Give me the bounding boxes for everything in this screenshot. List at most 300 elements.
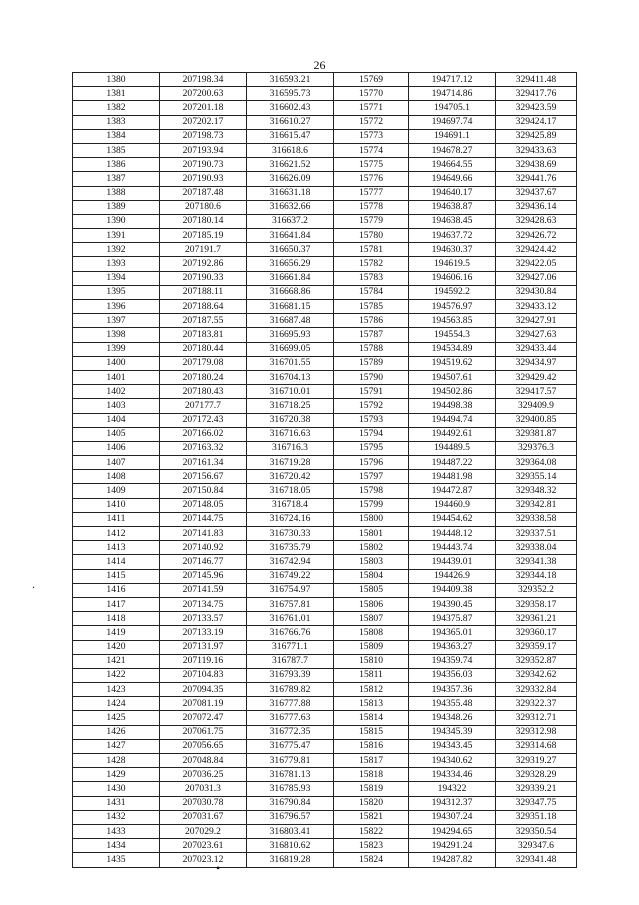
table-row bbox=[73, 583, 577, 597]
x-coordinate-cell: 194340.62 bbox=[409, 754, 496, 768]
x-coordinate-cell: 207183.81 bbox=[160, 328, 247, 342]
x-coordinate-cell: 194375.87 bbox=[409, 612, 496, 626]
point-number-cell: 15801 bbox=[334, 527, 409, 541]
x-coordinate-cell: 207023.12 bbox=[160, 853, 247, 867]
y-coordinate-cell: 316761.01 bbox=[247, 612, 334, 626]
point-number-cell: 15810 bbox=[334, 654, 409, 668]
point-number-cell: 1435 bbox=[73, 853, 160, 867]
x-coordinate-cell: 194426.9 bbox=[409, 569, 496, 583]
x-coordinate-cell: 207190.73 bbox=[160, 158, 247, 172]
y-coordinate-cell: 316720.38 bbox=[247, 413, 334, 427]
point-number-cell: 1413 bbox=[73, 541, 160, 555]
y-coordinate-cell: 329312.71 bbox=[496, 711, 577, 725]
table-row bbox=[73, 399, 577, 413]
point-number-cell: 15794 bbox=[334, 427, 409, 441]
point-number-cell: 15813 bbox=[334, 697, 409, 711]
point-number-cell: 15808 bbox=[334, 626, 409, 640]
y-coordinate-cell: 329417.76 bbox=[496, 87, 577, 101]
point-number-cell: 1394 bbox=[73, 271, 160, 285]
y-coordinate-cell: 329425.89 bbox=[496, 129, 577, 143]
x-coordinate-cell: 194322 bbox=[409, 782, 496, 796]
point-number-cell: 1422 bbox=[73, 668, 160, 682]
x-coordinate-cell: 194697.74 bbox=[409, 115, 496, 129]
table-row bbox=[73, 413, 577, 427]
y-coordinate-cell: 329312.98 bbox=[496, 725, 577, 739]
x-coordinate-cell: 194460.9 bbox=[409, 498, 496, 512]
x-coordinate-cell: 207141.59 bbox=[160, 583, 247, 597]
page-number: 26 bbox=[313, 58, 326, 72]
y-coordinate-cell: 329348.32 bbox=[496, 484, 577, 498]
table-row bbox=[73, 654, 577, 668]
point-number-cell: 1428 bbox=[73, 754, 160, 768]
point-number-cell: 15782 bbox=[334, 257, 409, 271]
y-coordinate-cell: 329342.62 bbox=[496, 668, 577, 682]
point-number-cell: 15789 bbox=[334, 356, 409, 370]
x-coordinate-cell: 194678.27 bbox=[409, 143, 496, 157]
y-coordinate-cell: 316785.93 bbox=[247, 782, 334, 796]
x-coordinate-cell: 194492.61 bbox=[409, 427, 496, 441]
table-row bbox=[73, 300, 577, 314]
point-number-cell: 1399 bbox=[73, 342, 160, 356]
y-coordinate-cell: 329328.29 bbox=[496, 768, 577, 782]
x-coordinate-cell: 207156.67 bbox=[160, 470, 247, 484]
y-coordinate-cell: 316718.4 bbox=[247, 498, 334, 512]
y-coordinate-cell: 316766.76 bbox=[247, 626, 334, 640]
point-number-cell: 15820 bbox=[334, 796, 409, 810]
x-coordinate-cell: 207094.35 bbox=[160, 683, 247, 697]
point-number-cell: 15797 bbox=[334, 470, 409, 484]
x-coordinate-cell: 207056.65 bbox=[160, 739, 247, 753]
x-coordinate-cell: 207048.84 bbox=[160, 754, 247, 768]
x-coordinate-cell: 207140.92 bbox=[160, 541, 247, 555]
y-coordinate-cell: 329341.48 bbox=[496, 853, 577, 867]
point-number-cell: 15774 bbox=[334, 143, 409, 157]
x-coordinate-cell: 194507.61 bbox=[409, 370, 496, 384]
y-coordinate-cell: 316789.82 bbox=[247, 683, 334, 697]
y-coordinate-cell: 316772.35 bbox=[247, 725, 334, 739]
y-coordinate-cell: 329342.81 bbox=[496, 498, 577, 512]
x-coordinate-cell: 207030.78 bbox=[160, 796, 247, 810]
y-coordinate-cell: 329344.18 bbox=[496, 569, 577, 583]
y-coordinate-cell: 329437.67 bbox=[496, 186, 577, 200]
table-row bbox=[73, 186, 577, 200]
point-number-cell: 1387 bbox=[73, 172, 160, 186]
table-row bbox=[73, 385, 577, 399]
y-coordinate-cell: 329355.14 bbox=[496, 470, 577, 484]
x-coordinate-cell: 207180.44 bbox=[160, 342, 247, 356]
table-row bbox=[73, 271, 577, 285]
point-number-cell: 15770 bbox=[334, 87, 409, 101]
table-row bbox=[73, 214, 577, 228]
x-coordinate-cell: 194307.24 bbox=[409, 810, 496, 824]
y-coordinate-cell: 316615.47 bbox=[247, 129, 334, 143]
y-coordinate-cell: 316742.94 bbox=[247, 555, 334, 569]
y-coordinate-cell: 316621.52 bbox=[247, 158, 334, 172]
x-coordinate-cell: 194487.22 bbox=[409, 456, 496, 470]
table-row bbox=[73, 115, 577, 129]
point-number-cell: 1429 bbox=[73, 768, 160, 782]
x-coordinate-cell: 194576.97 bbox=[409, 300, 496, 314]
point-number-cell: 1393 bbox=[73, 257, 160, 271]
x-coordinate-cell: 207179.08 bbox=[160, 356, 247, 370]
point-number-cell: 1403 bbox=[73, 399, 160, 413]
table-row bbox=[73, 73, 577, 87]
point-number-cell: 1406 bbox=[73, 441, 160, 455]
x-coordinate-cell: 194619.5 bbox=[409, 257, 496, 271]
y-coordinate-cell: 316695.93 bbox=[247, 328, 334, 342]
x-coordinate-cell: 194498.38 bbox=[409, 399, 496, 413]
x-coordinate-cell: 194489.5 bbox=[409, 441, 496, 455]
x-coordinate-cell: 194454.62 bbox=[409, 512, 496, 526]
y-coordinate-cell: 316701.55 bbox=[247, 356, 334, 370]
y-coordinate-cell: 316810.62 bbox=[247, 839, 334, 853]
table-row bbox=[73, 427, 577, 441]
point-number-cell: 1401 bbox=[73, 370, 160, 384]
table-row bbox=[73, 810, 577, 824]
y-coordinate-cell: 316720.42 bbox=[247, 470, 334, 484]
y-coordinate-cell: 329427.63 bbox=[496, 328, 577, 342]
table-row bbox=[73, 796, 577, 810]
point-number-cell: 1404 bbox=[73, 413, 160, 427]
x-coordinate-cell: 194363.27 bbox=[409, 640, 496, 654]
y-coordinate-cell: 316710.01 bbox=[247, 385, 334, 399]
x-coordinate-cell: 207172.43 bbox=[160, 413, 247, 427]
x-coordinate-cell: 194365.01 bbox=[409, 626, 496, 640]
x-coordinate-cell: 194630.37 bbox=[409, 243, 496, 257]
table-row bbox=[73, 683, 577, 697]
table-row bbox=[73, 200, 577, 214]
x-coordinate-cell: 207193.94 bbox=[160, 143, 247, 157]
point-number-cell: 1425 bbox=[73, 711, 160, 725]
point-number-cell: 1400 bbox=[73, 356, 160, 370]
y-coordinate-cell: 316771.1 bbox=[247, 640, 334, 654]
y-coordinate-cell: 316777.88 bbox=[247, 697, 334, 711]
x-coordinate-cell: 194502.86 bbox=[409, 385, 496, 399]
point-number-cell: 1424 bbox=[73, 697, 160, 711]
table-row bbox=[73, 739, 577, 753]
point-number-cell: 15802 bbox=[334, 541, 409, 555]
y-coordinate-cell: 329433.63 bbox=[496, 143, 577, 157]
y-coordinate-cell: 316781.13 bbox=[247, 768, 334, 782]
table-row bbox=[73, 626, 577, 640]
y-coordinate-cell: 316718.25 bbox=[247, 399, 334, 413]
y-coordinate-cell: 329359.17 bbox=[496, 640, 577, 654]
point-number-cell: 1382 bbox=[73, 101, 160, 115]
table-row bbox=[73, 668, 577, 682]
point-number-cell: 1426 bbox=[73, 725, 160, 739]
point-number-cell: 1391 bbox=[73, 229, 160, 243]
x-coordinate-cell: 207187.55 bbox=[160, 314, 247, 328]
y-coordinate-cell: 329332.84 bbox=[496, 683, 577, 697]
x-coordinate-cell: 194409.38 bbox=[409, 583, 496, 597]
table-row bbox=[73, 824, 577, 838]
y-coordinate-cell: 329319.27 bbox=[496, 754, 577, 768]
y-coordinate-cell: 329347.6 bbox=[496, 839, 577, 853]
y-coordinate-cell: 316610.27 bbox=[247, 115, 334, 129]
y-coordinate-cell: 329423.59 bbox=[496, 101, 577, 115]
x-coordinate-cell: 194343.45 bbox=[409, 739, 496, 753]
y-coordinate-cell: 316735.79 bbox=[247, 541, 334, 555]
x-coordinate-cell: 207134.75 bbox=[160, 597, 247, 611]
x-coordinate-cell: 194563.85 bbox=[409, 314, 496, 328]
point-number-cell: 1395 bbox=[73, 285, 160, 299]
table-row bbox=[73, 711, 577, 725]
table-row bbox=[73, 243, 577, 257]
point-number-cell: 15821 bbox=[334, 810, 409, 824]
point-number-cell: 1420 bbox=[73, 640, 160, 654]
y-coordinate-cell: 329438.69 bbox=[496, 158, 577, 172]
y-coordinate-cell: 316730.33 bbox=[247, 527, 334, 541]
point-number-cell: 1434 bbox=[73, 839, 160, 853]
x-coordinate-cell: 207200.63 bbox=[160, 87, 247, 101]
y-coordinate-cell: 316716.3 bbox=[247, 441, 334, 455]
point-number-cell: 15812 bbox=[334, 683, 409, 697]
x-coordinate-cell: 194356.03 bbox=[409, 668, 496, 682]
x-coordinate-cell: 194334.46 bbox=[409, 768, 496, 782]
y-coordinate-cell: 329433.44 bbox=[496, 342, 577, 356]
point-number-cell: 15793 bbox=[334, 413, 409, 427]
x-coordinate-cell: 194439.01 bbox=[409, 555, 496, 569]
table-row bbox=[73, 612, 577, 626]
table-row bbox=[73, 456, 577, 470]
x-coordinate-cell: 207072.47 bbox=[160, 711, 247, 725]
y-coordinate-cell: 329411.48 bbox=[496, 73, 577, 87]
point-number-cell: 1390 bbox=[73, 214, 160, 228]
point-number-cell: 15786 bbox=[334, 314, 409, 328]
point-number-cell: 15811 bbox=[334, 668, 409, 682]
point-number-cell: 15819 bbox=[334, 782, 409, 796]
x-coordinate-cell: 194312.37 bbox=[409, 796, 496, 810]
point-number-cell: 15771 bbox=[334, 101, 409, 115]
point-number-cell: 1384 bbox=[73, 129, 160, 143]
y-coordinate-cell: 329341.38 bbox=[496, 555, 577, 569]
point-number-cell: 1419 bbox=[73, 626, 160, 640]
y-coordinate-cell: 316803.41 bbox=[247, 824, 334, 838]
point-number-cell: 15818 bbox=[334, 768, 409, 782]
x-coordinate-cell: 194519.62 bbox=[409, 356, 496, 370]
point-number-cell: 1380 bbox=[73, 73, 160, 87]
point-number-cell: 15814 bbox=[334, 711, 409, 725]
point-number-cell: 1389 bbox=[73, 200, 160, 214]
y-coordinate-cell: 316787.7 bbox=[247, 654, 334, 668]
table-row bbox=[73, 356, 577, 370]
point-number-cell: 15803 bbox=[334, 555, 409, 569]
point-number-cell: 1423 bbox=[73, 683, 160, 697]
y-coordinate-cell: 316757.81 bbox=[247, 597, 334, 611]
y-coordinate-cell: 316637.2 bbox=[247, 214, 334, 228]
table-row bbox=[73, 129, 577, 143]
y-coordinate-cell: 329381.87 bbox=[496, 427, 577, 441]
point-number-cell: 1402 bbox=[73, 385, 160, 399]
x-coordinate-cell: 207191.7 bbox=[160, 243, 247, 257]
table-row bbox=[73, 527, 577, 541]
point-number-cell: 1421 bbox=[73, 654, 160, 668]
coordinates-table bbox=[72, 72, 577, 868]
x-coordinate-cell: 207023.61 bbox=[160, 839, 247, 853]
y-coordinate-cell: 329338.58 bbox=[496, 512, 577, 526]
y-coordinate-cell: 329358.17 bbox=[496, 597, 577, 611]
point-number-cell: 1431 bbox=[73, 796, 160, 810]
x-coordinate-cell: 194638.45 bbox=[409, 214, 496, 228]
y-coordinate-cell: 329360.17 bbox=[496, 626, 577, 640]
x-coordinate-cell: 194390.45 bbox=[409, 597, 496, 611]
footer-dot: • bbox=[216, 861, 221, 875]
y-coordinate-cell: 316656.29 bbox=[247, 257, 334, 271]
point-number-cell: 15778 bbox=[334, 200, 409, 214]
y-coordinate-cell: 329434.97 bbox=[496, 356, 577, 370]
x-coordinate-cell: 207145.96 bbox=[160, 569, 247, 583]
x-coordinate-cell: 207061.75 bbox=[160, 725, 247, 739]
x-coordinate-cell: 194448.12 bbox=[409, 527, 496, 541]
table-row bbox=[73, 569, 577, 583]
table-row bbox=[73, 229, 577, 243]
point-number-cell: 1398 bbox=[73, 328, 160, 342]
x-coordinate-cell: 194691.1 bbox=[409, 129, 496, 143]
y-coordinate-cell: 329314.68 bbox=[496, 739, 577, 753]
point-number-cell: 1417 bbox=[73, 597, 160, 611]
x-coordinate-cell: 194294.65 bbox=[409, 824, 496, 838]
y-coordinate-cell: 329351.18 bbox=[496, 810, 577, 824]
x-coordinate-cell: 207180.43 bbox=[160, 385, 247, 399]
y-coordinate-cell: 316632.66 bbox=[247, 200, 334, 214]
point-number-cell: 15776 bbox=[334, 172, 409, 186]
x-coordinate-cell: 194649.66 bbox=[409, 172, 496, 186]
x-coordinate-cell: 207133.57 bbox=[160, 612, 247, 626]
y-coordinate-cell: 329424.17 bbox=[496, 115, 577, 129]
table-row bbox=[73, 441, 577, 455]
table-row bbox=[73, 597, 577, 611]
point-number-cell: 15769 bbox=[334, 73, 409, 87]
point-number-cell: 15787 bbox=[334, 328, 409, 342]
point-number-cell: 15772 bbox=[334, 115, 409, 129]
x-coordinate-cell: 194345.39 bbox=[409, 725, 496, 739]
table-row bbox=[73, 101, 577, 115]
y-coordinate-cell: 329350.54 bbox=[496, 824, 577, 838]
point-number-cell: 15824 bbox=[334, 853, 409, 867]
y-coordinate-cell: 316719.28 bbox=[247, 456, 334, 470]
point-number-cell: 1409 bbox=[73, 484, 160, 498]
x-coordinate-cell: 194606.16 bbox=[409, 271, 496, 285]
point-number-cell: 15773 bbox=[334, 129, 409, 143]
point-number-cell: 1392 bbox=[73, 243, 160, 257]
y-coordinate-cell: 329347.75 bbox=[496, 796, 577, 810]
coordinates-table-body bbox=[73, 73, 577, 868]
y-coordinate-cell: 316631.18 bbox=[247, 186, 334, 200]
point-number-cell: 15822 bbox=[334, 824, 409, 838]
point-number-cell: 1396 bbox=[73, 300, 160, 314]
x-coordinate-cell: 207188.11 bbox=[160, 285, 247, 299]
x-coordinate-cell: 207198.34 bbox=[160, 73, 247, 87]
x-coordinate-cell: 207031.67 bbox=[160, 810, 247, 824]
table-row bbox=[73, 768, 577, 782]
x-coordinate-cell: 194705.1 bbox=[409, 101, 496, 115]
point-number-cell: 15809 bbox=[334, 640, 409, 654]
x-coordinate-cell: 194355.48 bbox=[409, 697, 496, 711]
x-coordinate-cell: 207133.19 bbox=[160, 626, 247, 640]
point-number-cell: 1397 bbox=[73, 314, 160, 328]
x-coordinate-cell: 194481.98 bbox=[409, 470, 496, 484]
y-coordinate-cell: 316699.05 bbox=[247, 342, 334, 356]
y-coordinate-cell: 329427.91 bbox=[496, 314, 577, 328]
table-row bbox=[73, 370, 577, 384]
y-coordinate-cell: 329426.72 bbox=[496, 229, 577, 243]
y-coordinate-cell: 316779.81 bbox=[247, 754, 334, 768]
x-coordinate-cell: 207148.05 bbox=[160, 498, 247, 512]
y-coordinate-cell: 316754.97 bbox=[247, 583, 334, 597]
y-coordinate-cell: 316718.05 bbox=[247, 484, 334, 498]
y-coordinate-cell: 329430.84 bbox=[496, 285, 577, 299]
y-coordinate-cell: 329429.42 bbox=[496, 370, 577, 384]
y-coordinate-cell: 329400.85 bbox=[496, 413, 577, 427]
y-coordinate-cell: 329422.05 bbox=[496, 257, 577, 271]
point-number-cell: 1386 bbox=[73, 158, 160, 172]
point-number-cell: 15790 bbox=[334, 370, 409, 384]
y-coordinate-cell: 329361.21 bbox=[496, 612, 577, 626]
x-coordinate-cell: 207190.93 bbox=[160, 172, 247, 186]
table-row bbox=[73, 87, 577, 101]
y-coordinate-cell: 329364.08 bbox=[496, 456, 577, 470]
point-number-cell: 15798 bbox=[334, 484, 409, 498]
x-coordinate-cell: 207104.83 bbox=[160, 668, 247, 682]
point-number-cell: 15799 bbox=[334, 498, 409, 512]
point-number-cell: 1433 bbox=[73, 824, 160, 838]
table-row bbox=[73, 725, 577, 739]
x-coordinate-cell: 194637.72 bbox=[409, 229, 496, 243]
x-coordinate-cell: 207131.97 bbox=[160, 640, 247, 654]
y-coordinate-cell: 316681.15 bbox=[247, 300, 334, 314]
table-row bbox=[73, 640, 577, 654]
x-coordinate-cell: 207185.19 bbox=[160, 229, 247, 243]
x-coordinate-cell: 194534.89 bbox=[409, 342, 496, 356]
x-coordinate-cell: 207150.84 bbox=[160, 484, 247, 498]
y-coordinate-cell: 329352.87 bbox=[496, 654, 577, 668]
table-row bbox=[73, 853, 577, 867]
table-row bbox=[73, 342, 577, 356]
x-coordinate-cell: 207081.19 bbox=[160, 697, 247, 711]
table-row bbox=[73, 839, 577, 853]
y-coordinate-cell: 316790.84 bbox=[247, 796, 334, 810]
x-coordinate-cell: 194472.87 bbox=[409, 484, 496, 498]
x-coordinate-cell: 207031.3 bbox=[160, 782, 247, 796]
x-coordinate-cell: 207144.75 bbox=[160, 512, 247, 526]
x-coordinate-cell: 194494.74 bbox=[409, 413, 496, 427]
point-number-cell: 15806 bbox=[334, 597, 409, 611]
x-coordinate-cell: 207141.83 bbox=[160, 527, 247, 541]
x-coordinate-cell: 194640.17 bbox=[409, 186, 496, 200]
point-number-cell: 15781 bbox=[334, 243, 409, 257]
x-coordinate-cell: 194664.55 bbox=[409, 158, 496, 172]
point-number-cell: 1412 bbox=[73, 527, 160, 541]
x-coordinate-cell: 207180.6 bbox=[160, 200, 247, 214]
point-number-cell: 15804 bbox=[334, 569, 409, 583]
y-coordinate-cell: 316668.86 bbox=[247, 285, 334, 299]
table-row bbox=[73, 754, 577, 768]
x-coordinate-cell: 207146.77 bbox=[160, 555, 247, 569]
point-number-cell: 15791 bbox=[334, 385, 409, 399]
point-number-cell: 1405 bbox=[73, 427, 160, 441]
point-number-cell: 15805 bbox=[334, 583, 409, 597]
table-row bbox=[73, 697, 577, 711]
y-coordinate-cell: 316661.84 bbox=[247, 271, 334, 285]
x-coordinate-cell: 207119.16 bbox=[160, 654, 247, 668]
y-coordinate-cell: 316687.48 bbox=[247, 314, 334, 328]
y-coordinate-cell: 316793.39 bbox=[247, 668, 334, 682]
x-coordinate-cell: 207190.33 bbox=[160, 271, 247, 285]
point-number-cell: 15788 bbox=[334, 342, 409, 356]
y-coordinate-cell: 316775.47 bbox=[247, 739, 334, 753]
point-number-cell: 15807 bbox=[334, 612, 409, 626]
table-row bbox=[73, 257, 577, 271]
